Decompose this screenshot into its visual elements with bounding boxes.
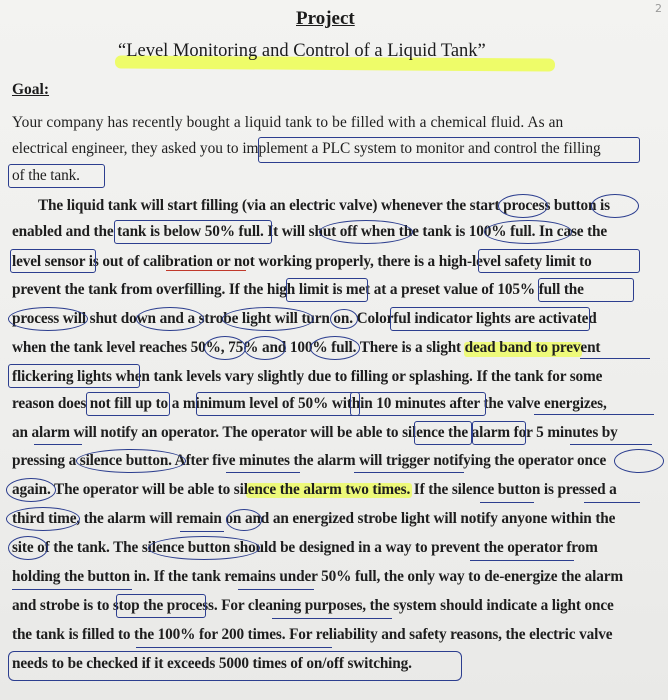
underline-pressed bbox=[584, 502, 640, 503]
body-line-3: level sensor is out of calibration or not working properly, there is a high-level safety limit to bbox=[12, 253, 592, 270]
underline-5-minutes bbox=[570, 444, 652, 445]
underline-five-minutes bbox=[226, 472, 300, 473]
underline-valve-energizes bbox=[534, 414, 654, 415]
underline-will-trigger bbox=[354, 472, 464, 473]
document-title: Project bbox=[296, 8, 355, 29]
body-line-11: again. The operator will be able to silence the alarm two times. If the silence button is pressed a bbox=[12, 481, 617, 498]
underline-holding-the-button bbox=[12, 589, 132, 590]
underline-remains bbox=[238, 589, 314, 590]
goal-line-2: electrical engineer, they asked you to implement a PLC system to monitor and control the filling bbox=[12, 140, 601, 157]
body-line-17: needs to be checked if it exceeds 5000 times of on/off switching. bbox=[12, 655, 412, 672]
body-line-16: the tank is filled to the 100% for 200 times. For reliability and safety reasons, the electric valve bbox=[12, 626, 613, 643]
underline-calibration bbox=[166, 270, 246, 271]
underline-alarm bbox=[34, 444, 82, 445]
body-line-1: The liquid tank will start filling (via an electric valve) whenever the start process button is bbox=[38, 197, 610, 214]
body-line-15: and strobe is to stop the process. For cleaning purposes, the system should indicate a light once bbox=[12, 597, 614, 614]
body-line-6: when the tank level reaches 50%, 75% and 100% full. There is a slight dead band to prevent bbox=[12, 339, 601, 356]
body-line-12: third time, the alarm will remain on and an energized strobe light will notify anyone within the bbox=[12, 510, 616, 527]
body-line-14: holding the button in. If the tank remains under 50% full, the only way to de-energize the alarm bbox=[12, 568, 623, 585]
underline-prevent-operator bbox=[470, 560, 574, 561]
underline-prevent bbox=[580, 358, 650, 359]
goal-heading: Goal: bbox=[12, 81, 50, 98]
body-line-5: process will shut down and a strobe light will turn on. Colorful indicator lights are activated bbox=[12, 310, 597, 327]
body-line-2: enabled and the tank is below 50% full. It will shut off when the tank is 100% full. In case the bbox=[12, 223, 608, 240]
body-line-10: pressing a silence button. After five minutes the alarm will trigger notifying the operator once bbox=[12, 452, 607, 469]
body-line-13: site of the tank. The silence button should be designed in a way to prevent the operator from bbox=[12, 539, 598, 556]
body-line-9: an alarm will notify an operator. The operator will be able to silence the alarm for 5 minutes by bbox=[12, 424, 618, 441]
body-line-4: prevent the tank from overfilling. If the high limit is met at a preset value of 105% full the bbox=[12, 281, 584, 298]
underline-cleaning-purposes bbox=[272, 618, 392, 619]
goal-line-1: Your company has recently bought a liquid tank to be filled with a chemical fluid. As an bbox=[12, 114, 564, 131]
document-subtitle: “Level Monitoring and Control of a Liquid Tank” bbox=[118, 41, 486, 61]
page-corner-mark: 2 bbox=[655, 2, 662, 15]
underline-remain bbox=[180, 531, 224, 532]
body-line-8: reason does not fill up to a minimum level of 50% within 10 minutes after the valve energizes, bbox=[12, 395, 607, 412]
underline-100-percent-200-times bbox=[136, 647, 332, 648]
goal-line-3: of the tank. bbox=[12, 167, 80, 184]
underline-silence bbox=[480, 502, 534, 503]
body-line-7: flickering lights when tank levels vary slightly due to filling or splashing. If the tank for some bbox=[12, 368, 603, 385]
circle-once bbox=[614, 449, 664, 473]
